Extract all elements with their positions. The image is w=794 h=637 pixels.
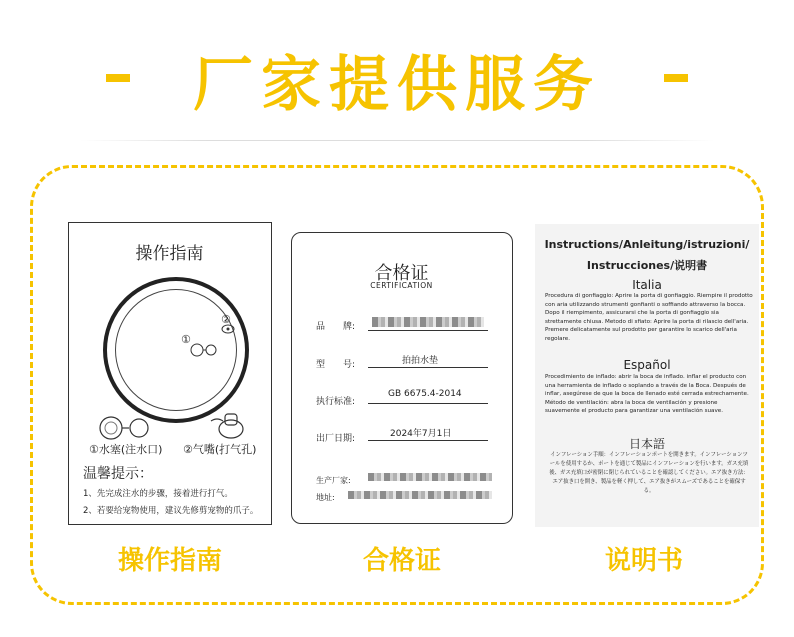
address-value-redacted	[348, 491, 492, 499]
certificate-card	[291, 232, 513, 524]
air-valve-part-icon	[209, 409, 249, 443]
standard-label: 执行标准:	[316, 397, 356, 407]
section-text-italia: Procedura di gonfiaggio: Aprire la porta di gonfiaggio. Riempire il prodotto con aria utilizzando strumenti gonfianti o soffiando attraverso la bocca. Dopo il riempimento, assicurarsi che la porta di gonfiaggio sia strettamente chiusa. Metodo di sfiato: Aprire la porta di rilascio dell'aria. Premere delicatamente sul prodotto per garantire lo scarico dell'aria regolare.	[545, 293, 753, 342]
manual-title: 操作指南	[135, 244, 204, 264]
marker-2: ②	[221, 313, 231, 326]
caption-manual: 操作指南	[117, 546, 222, 576]
caption-certificate: 合格证	[362, 546, 441, 576]
instructions-heading-2: Instrucciones/说明書	[586, 259, 708, 272]
brand-value-redacted	[372, 317, 484, 327]
air-valve-label: ②气嘴(打气孔)	[183, 443, 257, 456]
model-underline	[368, 367, 488, 368]
page-header	[0, 48, 794, 148]
page-title: 厂家提供服务	[193, 50, 601, 120]
valve-icon	[219, 323, 237, 335]
brand-underline	[368, 330, 488, 331]
tip-1: 1、先完成注水的步骤，接着进行打气。	[83, 489, 233, 499]
section-lang-italia: Italia	[632, 278, 662, 292]
date-value: 2024年7月1日	[390, 429, 452, 439]
caption-instructions: 说明书	[604, 546, 683, 576]
instructions-heading-1: Instructions/Anleitung/istruzioni/	[544, 238, 750, 251]
model-label: 型 号:	[316, 360, 356, 370]
section-lang-japanese: 日本語	[628, 437, 665, 451]
water-plug-icon	[189, 341, 219, 359]
manual-card	[68, 222, 272, 525]
instructions-card	[535, 224, 759, 527]
marker-1: ①	[181, 333, 191, 346]
maker-value-redacted	[368, 473, 492, 481]
water-plug-label: ①水塞(注水口)	[89, 443, 163, 456]
certificate-title: 合格证	[374, 263, 429, 284]
standard-underline	[368, 403, 488, 404]
section-text-japanese: インフレーション手順：インフレーションポートを開きます。インフレーションツールを使用するか、ポートを通じて製品にインフレーションを行います。ガス充填後、ガス充填口が密閉に閉じられていることを確認してください。エア抜き方法：エア抜き口を開き、製品を軽く押して、エア抜きがスムーズであることを確保する。	[549, 452, 749, 494]
brand-label: 品 牌:	[316, 322, 356, 332]
tips-title: 温馨提示：	[83, 466, 153, 482]
header-dash-right	[664, 74, 688, 82]
model-value: 拍拍水垫	[402, 356, 439, 366]
section-lang-espanol: Español	[623, 358, 671, 372]
section-text-espanol: Procedimiento de inflado: abrir la boca de inflado. inflar el producto con una herramienta de inflado o soplando a través de la Boca. Después de inflar, asegúrese de que la boca de llenado esté cerrada estrechamente. Método de ventilación: abra la boca de ventilación y presione suavemente el producto para garantizar una ventilación suave.	[545, 374, 749, 415]
water-plug-part-icon	[95, 413, 159, 443]
date-label: 出厂日期:	[316, 434, 356, 444]
standard-value: GB 6675.4-2014	[388, 389, 462, 399]
header-dash-left	[106, 74, 130, 82]
address-label: 地址:	[316, 493, 335, 502]
tip-2: 2、若要给宠物使用，建议先修剪宠物的爪子。	[83, 506, 259, 516]
maker-label: 生产厂家:	[316, 476, 351, 485]
date-underline	[368, 440, 488, 441]
certificate-subtitle: CERTIFICATION	[370, 281, 433, 290]
header-divider	[80, 140, 714, 141]
